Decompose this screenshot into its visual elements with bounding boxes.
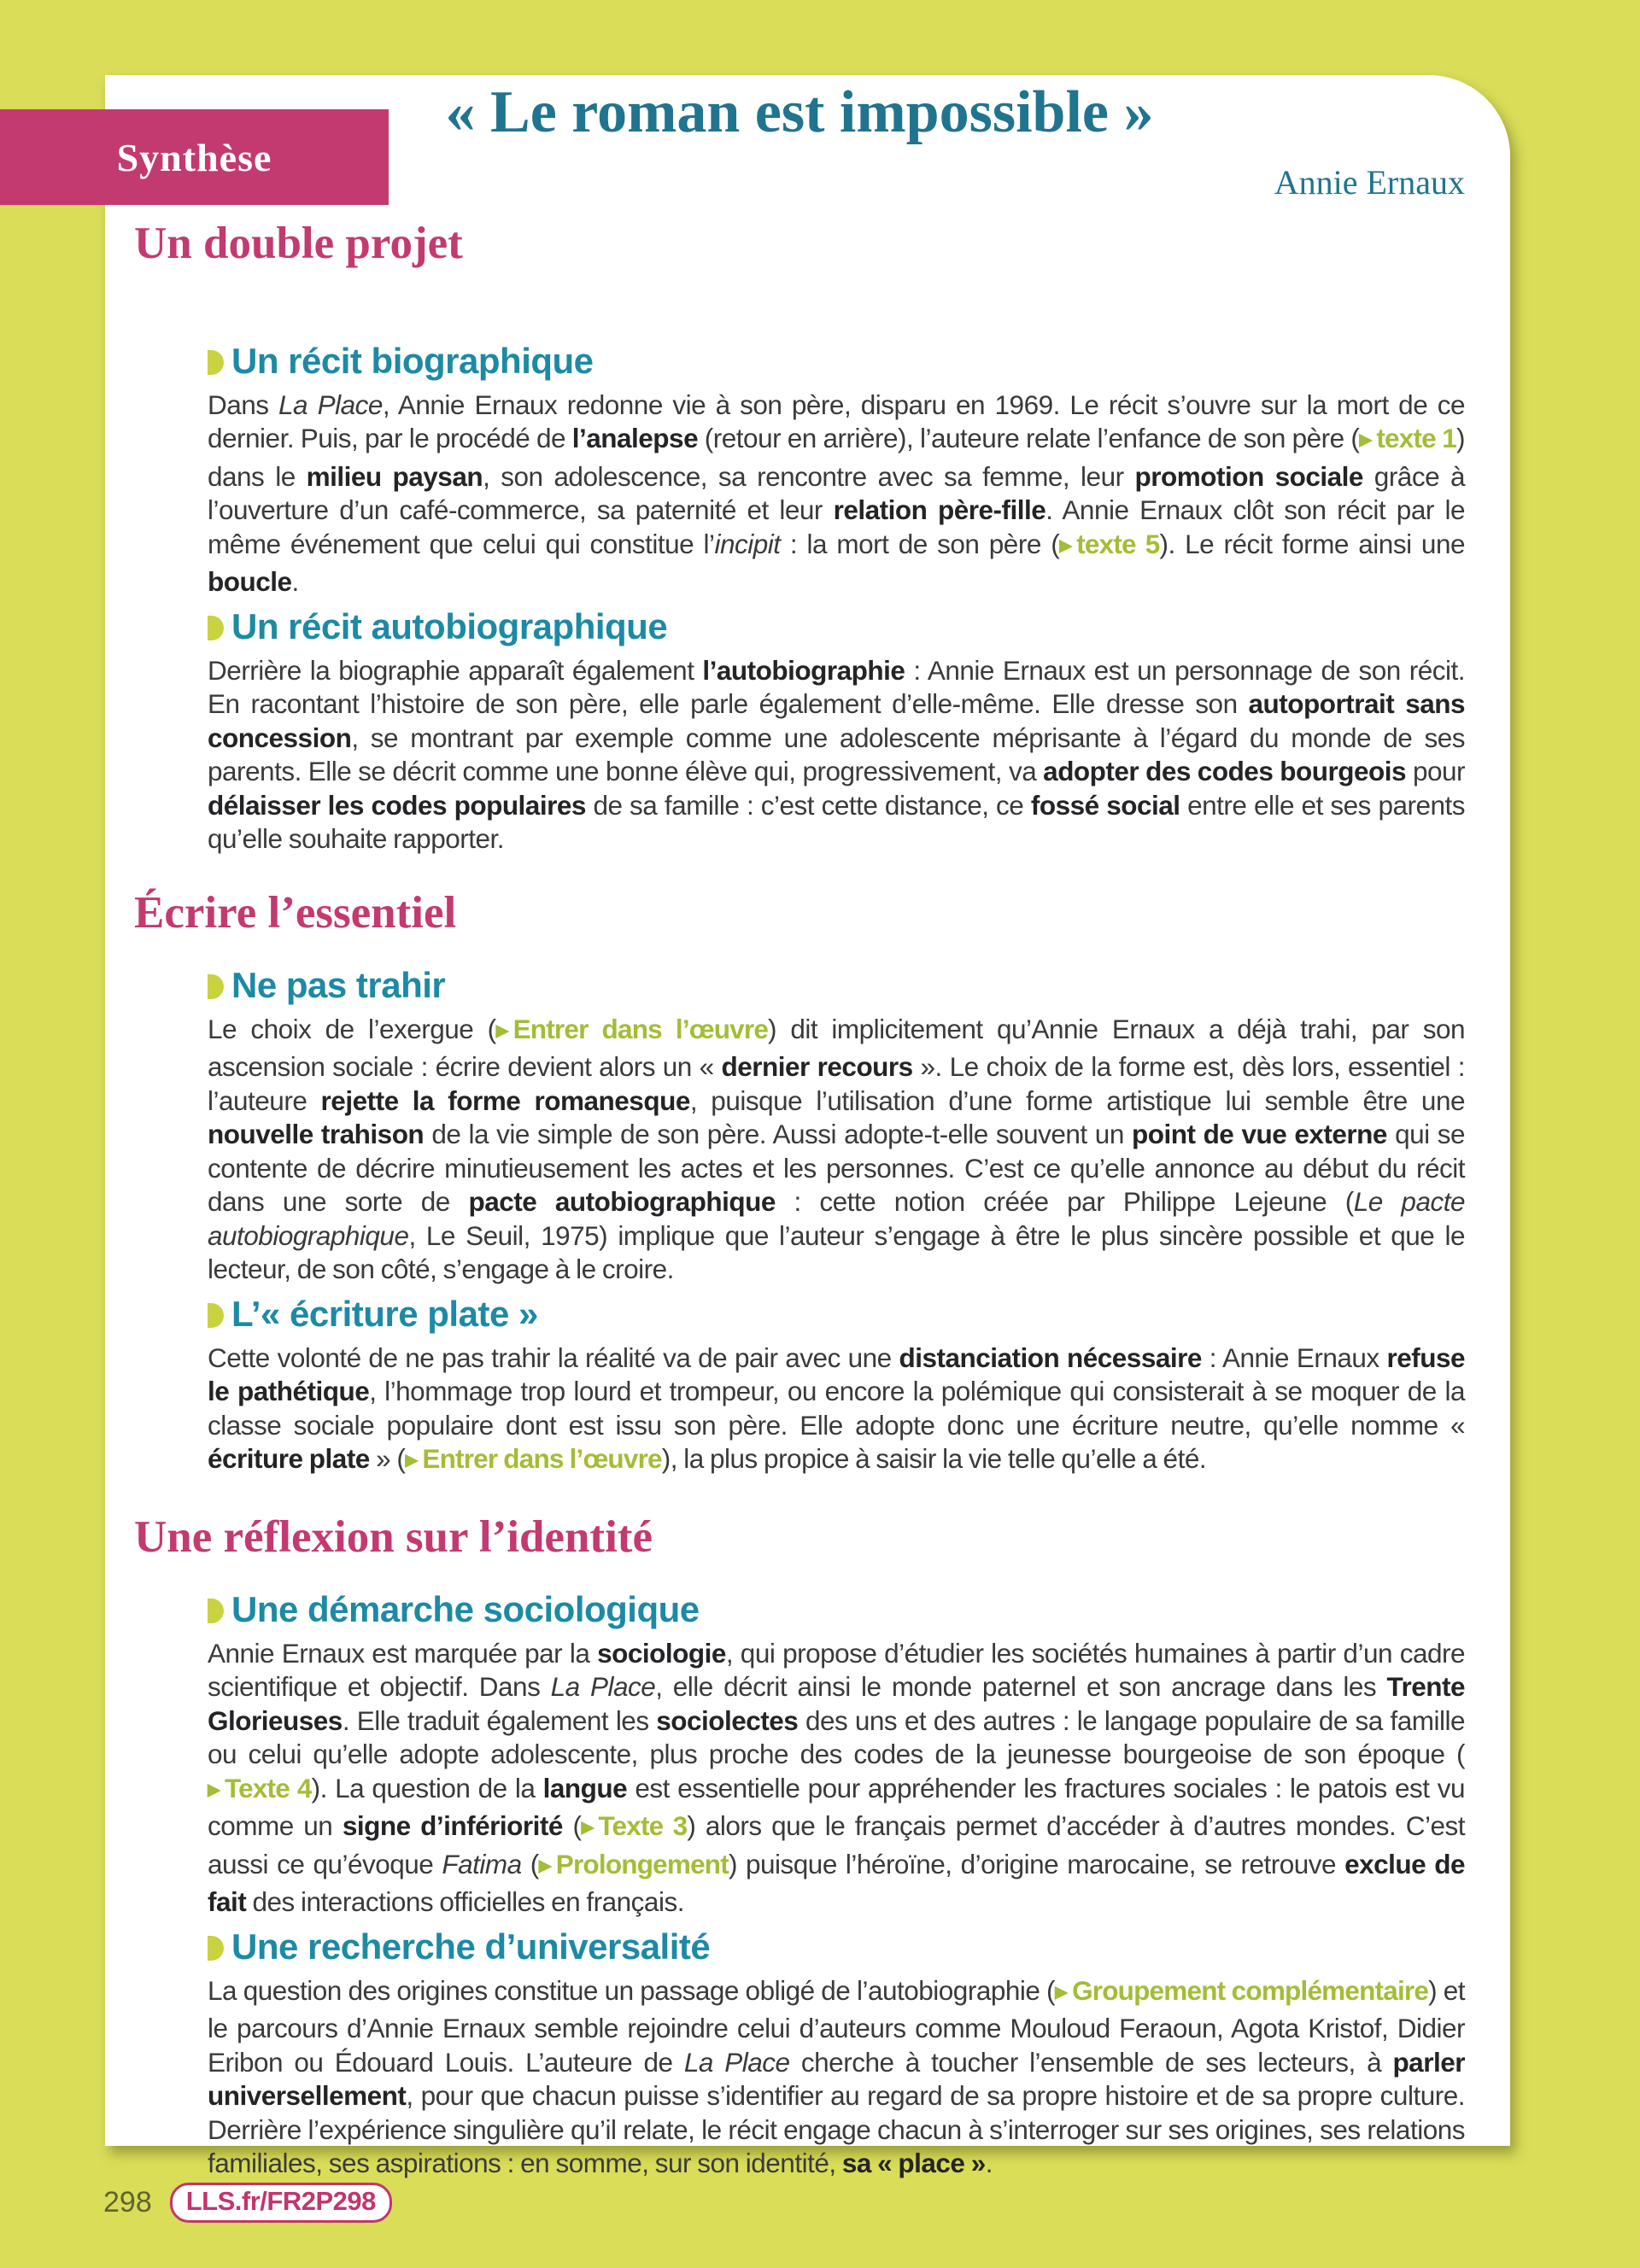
- bold-term: langue: [542, 1772, 628, 1803]
- bold-term: distanciation nécessaire: [899, 1342, 1202, 1373]
- subsection-title: Une démarche sociologique: [231, 1588, 700, 1629]
- subsection-heading: [208, 965, 1465, 1006]
- triangle-arrow-icon: ▶: [1055, 1982, 1069, 2002]
- cross-reference: ▶ texte 5: [1059, 529, 1159, 559]
- subsection: [208, 1294, 1465, 1481]
- bold-term: écriture plate: [208, 1443, 370, 1475]
- bold-term: rejette la forme romanesque: [320, 1084, 690, 1116]
- footer: [103, 2183, 392, 2223]
- subsection: [208, 606, 1465, 856]
- section-heading: Une réflexion sur l’identité: [134, 1511, 653, 1562]
- leaf-bullet-icon: [208, 616, 224, 640]
- bold-term: autoportrait sans concession: [208, 688, 1466, 753]
- leaf-bullet-icon: [208, 1599, 224, 1623]
- cross-reference: ▶ Entrer dans l’œuvre: [496, 1014, 768, 1044]
- italic-title: incipit: [714, 528, 781, 559]
- triangle-arrow-icon: ▶: [581, 1818, 594, 1838]
- bold-term: sociologie: [597, 1637, 726, 1669]
- bold-term: point de vue externe: [1131, 1119, 1387, 1150]
- bold-term: Trente Glorieuses: [208, 1671, 1465, 1736]
- subsection-title: Un récit autobiographique: [231, 605, 668, 646]
- triangle-arrow-icon: ▶: [1359, 430, 1373, 450]
- section: [134, 1511, 1465, 2181]
- bold-term: pacte autobiographique: [468, 1186, 776, 1218]
- leaf-bullet-icon: [208, 1303, 224, 1328]
- bold-term: sa « place »: [841, 2148, 986, 2179]
- bold-term: parler universellement: [208, 2046, 1465, 2112]
- triangle-arrow-icon: ▶: [495, 1020, 509, 1040]
- paragraph: Dans La Place, Annie Ernaux redonne vie à son père, disparu en 1969. Le récit s’ouvre sur la mort de ce dernier. Puis, par le procédé de l’analepse (retour en arrière), l’auteure relate l’enfance de son père (▶ texte 1) dans le milieu paysan, son adolescence, sa rencontre avec sa femme, leur promotion sociale grâce à l’ouverture d’un café-commerce, sa paternité et leur relation père-fille. Annie Ernaux clôt son récit par le même événement que celui qui constitue l’incipit : la mort de son père (▶ texte 5). Le récit forme ainsi une boucle.: [208, 389, 1465, 598]
- subsection: [208, 965, 1465, 1287]
- bold-term: nouvelle trahison: [208, 1119, 425, 1150]
- italic-title: Fatima: [442, 1848, 522, 1879]
- subsection-title: L’« écriture plate »: [231, 1293, 538, 1334]
- triangle-arrow-icon: ▶: [1059, 535, 1073, 555]
- paragraph: Le choix de l’exergue (▶ Entrer dans l’œuvre) dit implicitement qu’Annie Ernaux a déjà trahi, par son ascension sociale : écrire devient alors un « dernier recours ». Le choix de la forme est, dès lors, essentiel : l’auteure rejette la forme romanesque, puisque l’utilisation d’une forme artistique lui semble être une nouvelle trahison de la vie simple de son père. Aussi adopte-t-elle souvent un point de vue externe qui se contente de décrire minutieusement les actes et les personnes. C’est ce qu’elle annonce au début du récit dans une sorte de pacte autobiographique : cette notion créée par Philippe Lejeune (Le pacte autobiographique, Le Seuil, 1975) implique que l’auteur s’engage à être le plus sincère possible et que le lecteur, de son côté, s’engage à le croire.: [208, 1013, 1465, 1285]
- cross-reference: ▶ Entrer dans l’œuvre: [405, 1443, 661, 1474]
- leaf-bullet-icon: [208, 350, 224, 375]
- page-title: « Le roman est impossible »: [445, 79, 1154, 145]
- lls-link-badge[interactable]: LLS.fr/FR2P298: [170, 2183, 392, 2223]
- sections-container: [134, 75, 1465, 2181]
- leaf-bullet-icon: [208, 974, 224, 999]
- section: [134, 218, 1465, 856]
- bold-term: sociolectes: [656, 1704, 799, 1736]
- leaf-bullet-icon: [208, 1936, 224, 1961]
- section: [134, 887, 1465, 1481]
- cross-reference: ▶ Groupement complémentaire: [1055, 1975, 1428, 2006]
- section-heading: Un double projet: [134, 219, 463, 268]
- triangle-arrow-icon: ▶: [538, 1856, 552, 1875]
- cross-reference: ▶ texte 1: [1359, 423, 1456, 453]
- section-heading: Écrire l’essentiel: [134, 887, 457, 938]
- cross-reference: ▶ Texte 4: [208, 1773, 312, 1803]
- italic-title: La Place: [683, 2046, 790, 2078]
- subsection: [208, 1589, 1465, 1920]
- bold-term: l’analepse: [571, 423, 699, 454]
- triangle-arrow-icon: ▶: [405, 1451, 419, 1470]
- cross-reference: ▶ Prolongement: [539, 1849, 729, 1879]
- paragraph: Derrière la biographie apparaît également l’autobiographie : Annie Ernaux est un personnage de son récit. En racontant l’histoire de son père, elle parle également d’elle-même. Elle dresse son autoportrait sans concession, se montrant par exemple comme une adolescente méprisante à l’égard du monde de ses parents. Elle se décrit comme une bonne élève qui, progressivement, va adopter des codes bourgeois pour délaisser les codes populaires de sa famille : c’est cette distance, ce fossé social entre elle et ses parents qu’elle souhaite rapporter.: [208, 654, 1466, 855]
- bold-term: délaisser les codes populaires: [208, 789, 586, 821]
- subsection-heading: [208, 606, 1465, 647]
- bold-term: promotion sociale: [1134, 460, 1363, 492]
- italic-title: La Place: [550, 1671, 656, 1703]
- bold-term: refuse le pathétique: [208, 1342, 1465, 1407]
- cross-reference: ▶ Texte 3: [581, 1810, 687, 1841]
- bold-term: signe d’infériorité: [342, 1810, 563, 1842]
- subsection-title: Une recherche d’universalité: [231, 1926, 711, 1967]
- paragraph: Annie Ernaux est marquée par la sociologie, qui propose d’étudier les sociétés humaines à partir d’un cadre scientifique et objectif. Dans La Place, elle décrit ainsi le monde paternel et son ancrage dans les Trente Glorieuses. Elle traduit également les sociolectes des uns et des autres : le langage populaire de sa famille ou celui qu’elle adopte adolescente, plus proche des codes de la jeunesse bourgeoise de son époque (▶ Texte 4). La question de la langue est essentielle pour appréhender les fractures sociales : le patois est vu comme un signe d’infériorité (▶ Texte 3) alors que le français permet d’accéder à d’autres mondes. C’est aussi ce qu’évoque Fatima (▶ Prolongement) puisque l’héroïne, d’origine marocaine, se retrouve exclue de fait des interactions officielles en français.: [208, 1637, 1466, 1918]
- bold-term: milieu paysan: [306, 460, 483, 492]
- paragraph: La question des origines constitue un passage obligé de l’autobiographie (▶ Groupement complémentaire) et le parcours d’Annie Ernaux semble rejoindre celui d’auteurs comme Mouloud Feraoun, Agota Kristof, Didier Eribon ou Édouard Louis. L’auteure de La Place cherche à toucher l’ensemble de ses lecteurs, à parler universellement, pour que chacun puisse s’identifier au regard de sa propre histoire et de sa propre culture. Derrière l’expérience singulière qu’il relate, le récit engage chacun à s’interroger sur ses origines, ses relations familiales, ses aspirations : en somme, sur son identité, sa « place ».: [208, 1974, 1465, 2179]
- page-number: 298: [103, 2186, 152, 2218]
- bold-term: l’autobiographie: [702, 654, 905, 686]
- bold-term: dernier recours: [721, 1051, 913, 1083]
- paragraph: Cette volonté de ne pas trahir la réalité va de pair avec une distanciation nécessaire : Annie Ernaux refuse le pathétique, l’hommage trop lourd et trompeur, ou encore la polémique qui consisterait à se moquer de la classe sociale populaire dont est issu son père. Elle adopte donc une écriture neutre, qu’elle nomme « écriture plate » (▶ Entrer dans l’œuvre), la plus propice à saisir la vie telle qu’elle a été.: [208, 1342, 1465, 1481]
- subsection-title: Ne pas trahir: [231, 964, 446, 1005]
- bold-term: fossé social: [1030, 789, 1180, 821]
- textbook-page: [105, 75, 1510, 2179]
- bold-term: relation père-fille: [833, 494, 1046, 526]
- subsection-heading: [208, 1589, 1465, 1630]
- subsection-heading: [208, 341, 1465, 382]
- subsection-title: Un récit biographique: [231, 340, 594, 381]
- author-name: Annie Ernaux: [1274, 163, 1465, 202]
- subsection: [208, 1926, 1465, 2181]
- bold-term: adopter des codes bourgeois: [1043, 756, 1407, 787]
- subsection: [208, 341, 1465, 599]
- italic-title: La Place: [278, 389, 383, 420]
- subsection-heading: [208, 1926, 1465, 1967]
- triangle-arrow-icon: ▶: [208, 1780, 221, 1799]
- bold-term: boucle: [208, 566, 292, 598]
- bold-term: exclue de fait: [208, 1848, 1465, 1918]
- subsection-heading: [208, 1294, 1465, 1335]
- banner-label: Synthèse: [116, 135, 272, 179]
- italic-title: Le pacte autobiographique: [208, 1186, 1465, 1251]
